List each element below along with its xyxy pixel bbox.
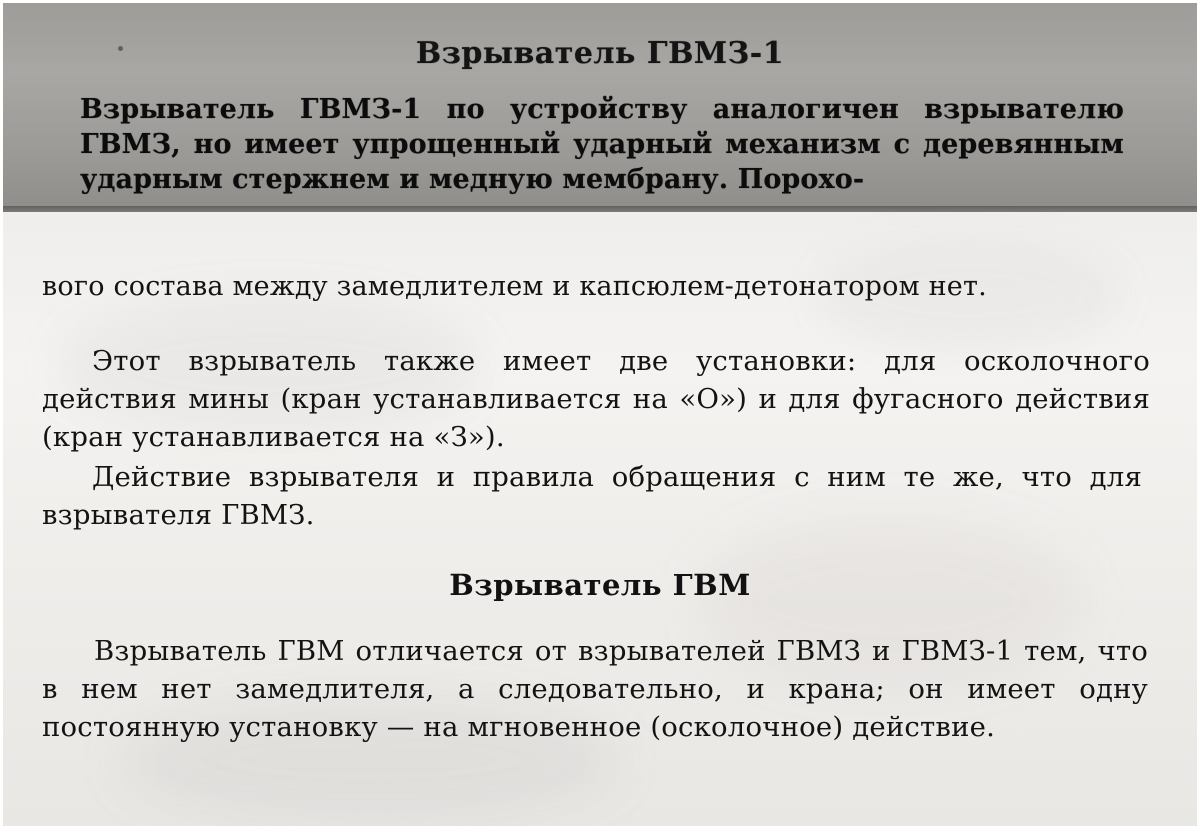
paragraph-gvmz1-intro: Взрыватель ГВМЗ-1 по устройству аналогичен взрывателю ГВМЗ, но имеет упрощенный ударный механизм с деревянным ударным стержнем и медную мембрану. Порохо- (80, 94, 1124, 195)
paragraph-gvmz1-handling: Действие взрывателя и правила обращения с ним те же, что для взрывателя ГВМЗ. (42, 461, 1142, 531)
paragraph-gvm-description: Взрыватель ГВМ отличается от взрывателей ГВМЗ и ГВМЗ-1 тем, что в нем нет замедлителя, а следовательно, и крана; он имеет одну постоянную установку — на мгновенное (осколочное) действие. (42, 635, 1148, 743)
paragraph-gvmz1-settings: Этот взрыватель также имеет две установки: для осколочного действия мины (кран устанавливается на «О») и для фугасного действия (кран устанавливается на «З»). (42, 345, 1150, 453)
section-heading-gvmz-1: Взрыватель ГВМЗ-1 (415, 36, 785, 71)
paragraph-gvmz1-continuation: вого состава между замедлителем и капсюлем-детонатором нет. (42, 271, 987, 302)
section-heading-gvm: Взрыватель ГВМ (449, 568, 751, 602)
